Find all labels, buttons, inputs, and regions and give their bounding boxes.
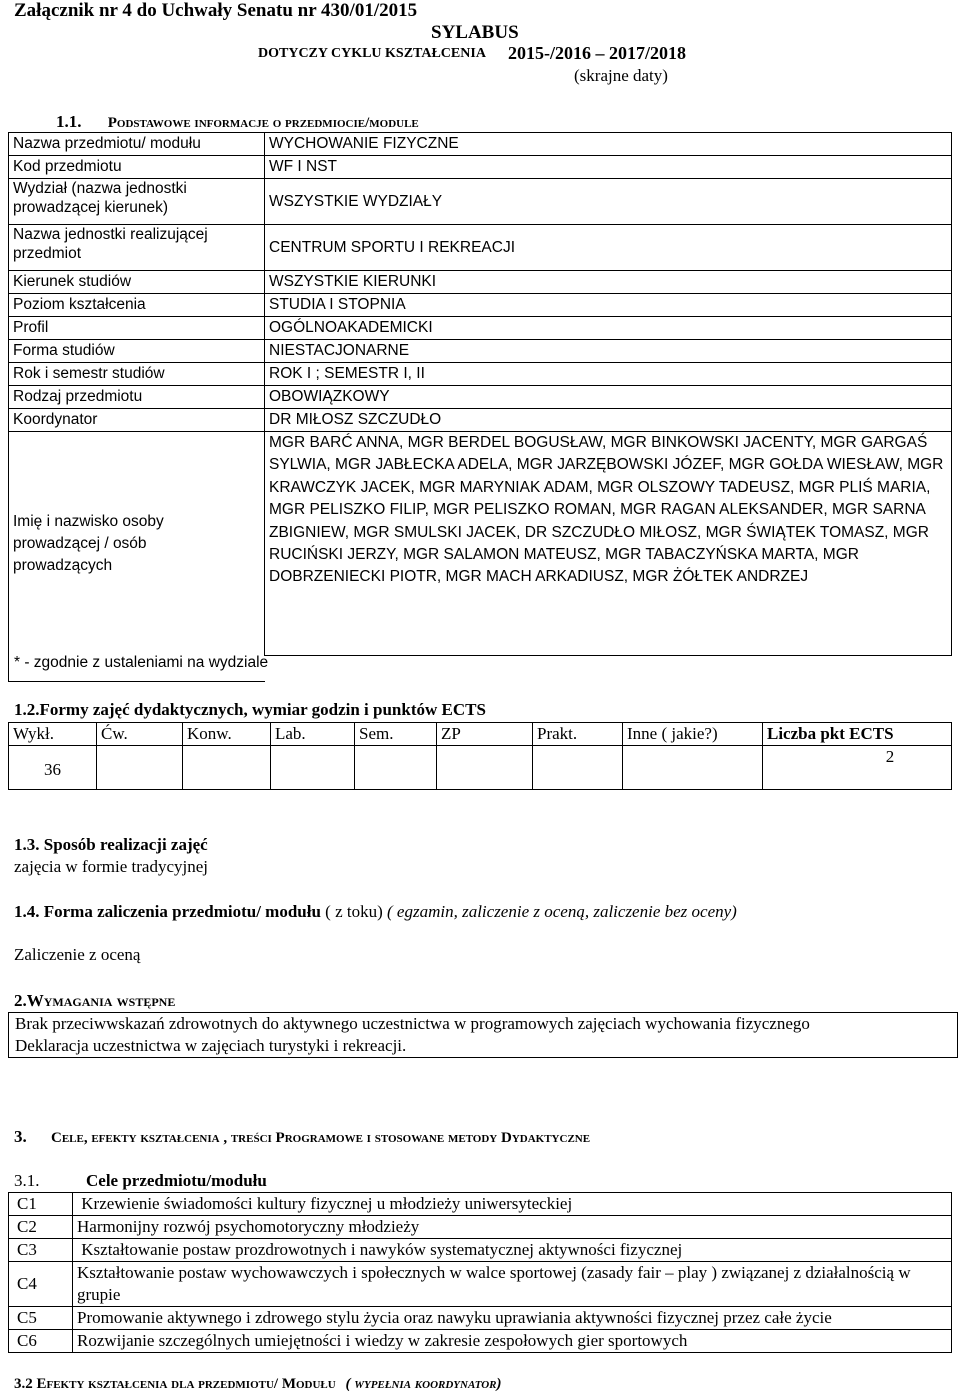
basic-info-table <box>8 132 952 656</box>
section-1-1-number: 1.1. <box>56 112 82 131</box>
goal-text: Harmonijny rozwój psychomotoryczny młodzieży <box>73 1216 952 1239</box>
section-1-1-title: Podstawowe informacje o przedmiocie/module <box>107 115 419 131</box>
value-cell <box>183 746 271 790</box>
table-left-border <box>8 632 9 682</box>
cycle-note: (skrajne daty) <box>574 66 668 85</box>
row-label: Poziom kształcenia <box>9 294 265 317</box>
section-3-title: Cele, efekty kształcenia , treści Programowe i stosowane metody Dydaktyczne <box>51 1130 591 1146</box>
table-row <box>9 1239 952 1262</box>
row-label <box>9 179 265 225</box>
section-3-2-heading <box>14 1376 502 1393</box>
goal-text: Rozwijanie szczególnych umiejętności i wiedzy w zakresie zespołowych gier sportowych <box>73 1330 952 1353</box>
row-value: CENTRUM SPORTU I REKREACJI <box>265 225 952 271</box>
goal-text <box>73 1262 952 1307</box>
section-3-1-title: Cele przedmiotu/modułu <box>86 1171 267 1190</box>
table-row <box>9 271 952 294</box>
section-3-number: 3. <box>14 1127 27 1146</box>
row-label: Rodzaj przedmiotu <box>9 386 265 409</box>
value-cell <box>437 746 533 790</box>
section-1-4-mid: ( z toku) <box>320 902 388 921</box>
cycle-years: 2015-/2016 – 2017/2018 <box>508 43 686 63</box>
row-label-text: Wydział (nazwa jednostki prowadzącej kierunek) <box>13 180 187 216</box>
row-value: ROK I ; SEMESTR I, II <box>265 363 952 386</box>
requirement-line: Brak przeciwwskazań zdrowotnych do aktywnego uczestnictwa w programowych zajęciach wychowania fizycznego <box>15 1014 810 1033</box>
header-cell: Sem. <box>355 723 437 746</box>
goal-text: Promowanie aktywnego i zdrowego stylu życia oraz nawyku uprawiania aktywności fizycznej przez całe życie <box>73 1307 952 1330</box>
header-cell: Wykł. <box>9 723 97 746</box>
goal-code: C5 <box>9 1307 73 1330</box>
row-label <box>9 432 265 656</box>
section-3-2-note: ( wypełnia koordynator) <box>345 1376 502 1392</box>
table-row <box>9 133 952 156</box>
value-cell <box>533 746 623 790</box>
section-1-4-heading <box>14 902 737 922</box>
row-value: MGR BARĆ ANNA, MGR BERDEL BOGUSŁAW, MGR BINKOWSKI JACENTY, MGR GARGAŚ SYLWIA, MGR JABŁECKA ADELA, MGR JARZĘBOWSKI JÓZEF, MGR GOŁDA WIESŁAW, MGR KRAWCZYK JACEK, MGR MARYNIAK ADAM, MGR OLSZOWY TADEUSZ, MGR PLIŚ MARIA, MGR PELISZKO FILIP, MGR PELISZKO ROMAN, MGR RAGAN ALEKSANDER, MGR SARNA ZBIGNIEW, MGR SMULSKI JACEK, DR SZCZUDŁO MIŁOSZ, MGR ŚWIĄTEK TOMASZ, MGR RUCIŃSKI JERZY, MGR SALAMON MATEUSZ, MGR TABACZYŃSKA MARTA, MGR DOBRZENIECKI PIOTR, MGR MACH ARKADIUSZ, MGR ŻÓŁTEK ANDRZEJ <box>265 432 952 656</box>
header-cell: Liczba pkt ECTS <box>763 723 952 746</box>
row-label: Nazwa przedmiotu/ modułu <box>9 133 265 156</box>
table-row <box>9 363 952 386</box>
value-cell <box>271 746 355 790</box>
value-cell <box>623 746 763 790</box>
header-cell: Prakt. <box>533 723 623 746</box>
row-label: Kod przedmiotu <box>9 156 265 179</box>
row-label: Rok i semestr studiów <box>9 363 265 386</box>
value-cell <box>355 746 437 790</box>
section-2-title: 2.Wymagania wstępne <box>14 991 176 1010</box>
value-cell <box>97 746 183 790</box>
row-label-text: Nazwa jednostki realizującej przedmiot <box>13 226 208 262</box>
table-row <box>9 294 952 317</box>
header-cell: Inne ( jakie?) <box>623 723 763 746</box>
row-label: Forma studiów <box>9 340 265 363</box>
goal-code: C1 <box>9 1193 73 1216</box>
goals-table <box>8 1192 952 1353</box>
section-3-heading <box>14 1127 590 1147</box>
ects-table <box>8 722 952 790</box>
goal-text: Krzewienie świadomości kultury fizycznej u młodzieży uniwersyteckiej <box>73 1193 952 1216</box>
table-row <box>9 386 952 409</box>
cycle-label: DOTYCZY CYKLU KSZTAŁCENIA <box>258 46 486 61</box>
table-row <box>9 432 952 656</box>
section-3-2-number: 3.2 <box>14 1376 33 1392</box>
row-label: Kierunek studiów <box>9 271 265 294</box>
table-row <box>9 1330 952 1353</box>
footnote: * - zgodnie z ustaleniami na wydziale <box>14 654 269 671</box>
section-1-4-title: 1.4. Forma zaliczenia przedmiotu/ modułu <box>14 902 321 921</box>
row-value: DR MIŁOSZ SZCZUDŁO <box>265 409 952 432</box>
header-cell: Lab. <box>271 723 355 746</box>
table-row <box>9 409 952 432</box>
table-row <box>9 1216 952 1239</box>
table-row <box>9 317 952 340</box>
value-cell: 36 <box>9 746 97 790</box>
syllabus-title: SYLABUS <box>431 22 519 43</box>
goal-text-content: Kształtowanie postaw wychowawczych i społecznych w walce sportowej (zasady fair – play ) związanej z działalnością w grupie <box>77 1263 911 1304</box>
section-1-1-heading <box>56 112 419 132</box>
goal-code: C4 <box>9 1262 73 1307</box>
section-1-3-title: 1.3. Sposób realizacji zajęć <box>14 835 208 854</box>
table-row <box>9 1193 952 1216</box>
table-row <box>9 179 952 225</box>
goal-code: C2 <box>9 1216 73 1239</box>
row-value: WSZYSTKIE KIERUNKI <box>265 271 952 294</box>
header-cell: Konw. <box>183 723 271 746</box>
section-1-2-title: 1.2.Formy zajęć dydaktycznych, wymiar godzin i punktów ECTS <box>14 700 486 719</box>
row-value: WF I NST <box>265 156 952 179</box>
attachment-note: Załącznik nr 4 do Uchwały Senatu nr 430/01/2015 <box>14 0 418 21</box>
table-row <box>9 340 952 363</box>
row-label-text: Imię i nazwisko osoby prowadzącej / osób prowadzących <box>13 512 164 574</box>
row-value: OGÓLNOAKADEMICKI <box>265 317 952 340</box>
row-value: WYCHOWANIE FIZYCZNE <box>265 133 952 156</box>
goal-code: C6 <box>9 1330 73 1353</box>
requirement-line: Deklaracja uczestnictwa w zajęciach turystyki i rekreacji. <box>15 1036 407 1055</box>
table-row <box>9 723 952 746</box>
table-row <box>9 225 952 271</box>
goal-text: Kształtowanie postaw prozdrowotnych i nawyków systematycznej aktywności fizycznej <box>73 1239 952 1262</box>
header-cell: ZP <box>437 723 533 746</box>
table-row <box>9 1262 952 1307</box>
row-value: OBOWIĄZKOWY <box>265 386 952 409</box>
row-label: Koordynator <box>9 409 265 432</box>
section-1-4-value: Zaliczenie z oceną <box>14 945 141 964</box>
section-1-4-options: ( egzamin, zaliczenie z oceną, zaliczenie bez oceny) <box>387 902 737 921</box>
section-1-3-value: zajęcia w formie tradycyjnej <box>14 857 208 876</box>
row-value: WSZYSTKIE WYDZIAŁY <box>265 179 952 225</box>
requirements-box <box>8 1012 958 1058</box>
goal-code: C3 <box>9 1239 73 1262</box>
table-row <box>9 746 952 790</box>
value-cell: 2 <box>763 746 952 790</box>
section-3-2-title: Efekty kształcenia dla przedmiotu/ Modułu <box>36 1376 336 1392</box>
section-3-1-number: 3.1. <box>14 1171 40 1190</box>
table-row <box>9 156 952 179</box>
header-cell: Ćw. <box>97 723 183 746</box>
row-label: Profil <box>9 317 265 340</box>
row-value: STUDIA I STOPNIA <box>265 294 952 317</box>
row-label <box>9 225 265 271</box>
table-bottom-border <box>8 681 265 682</box>
table-row <box>9 1307 952 1330</box>
row-value: NIESTACJONARNE <box>265 340 952 363</box>
